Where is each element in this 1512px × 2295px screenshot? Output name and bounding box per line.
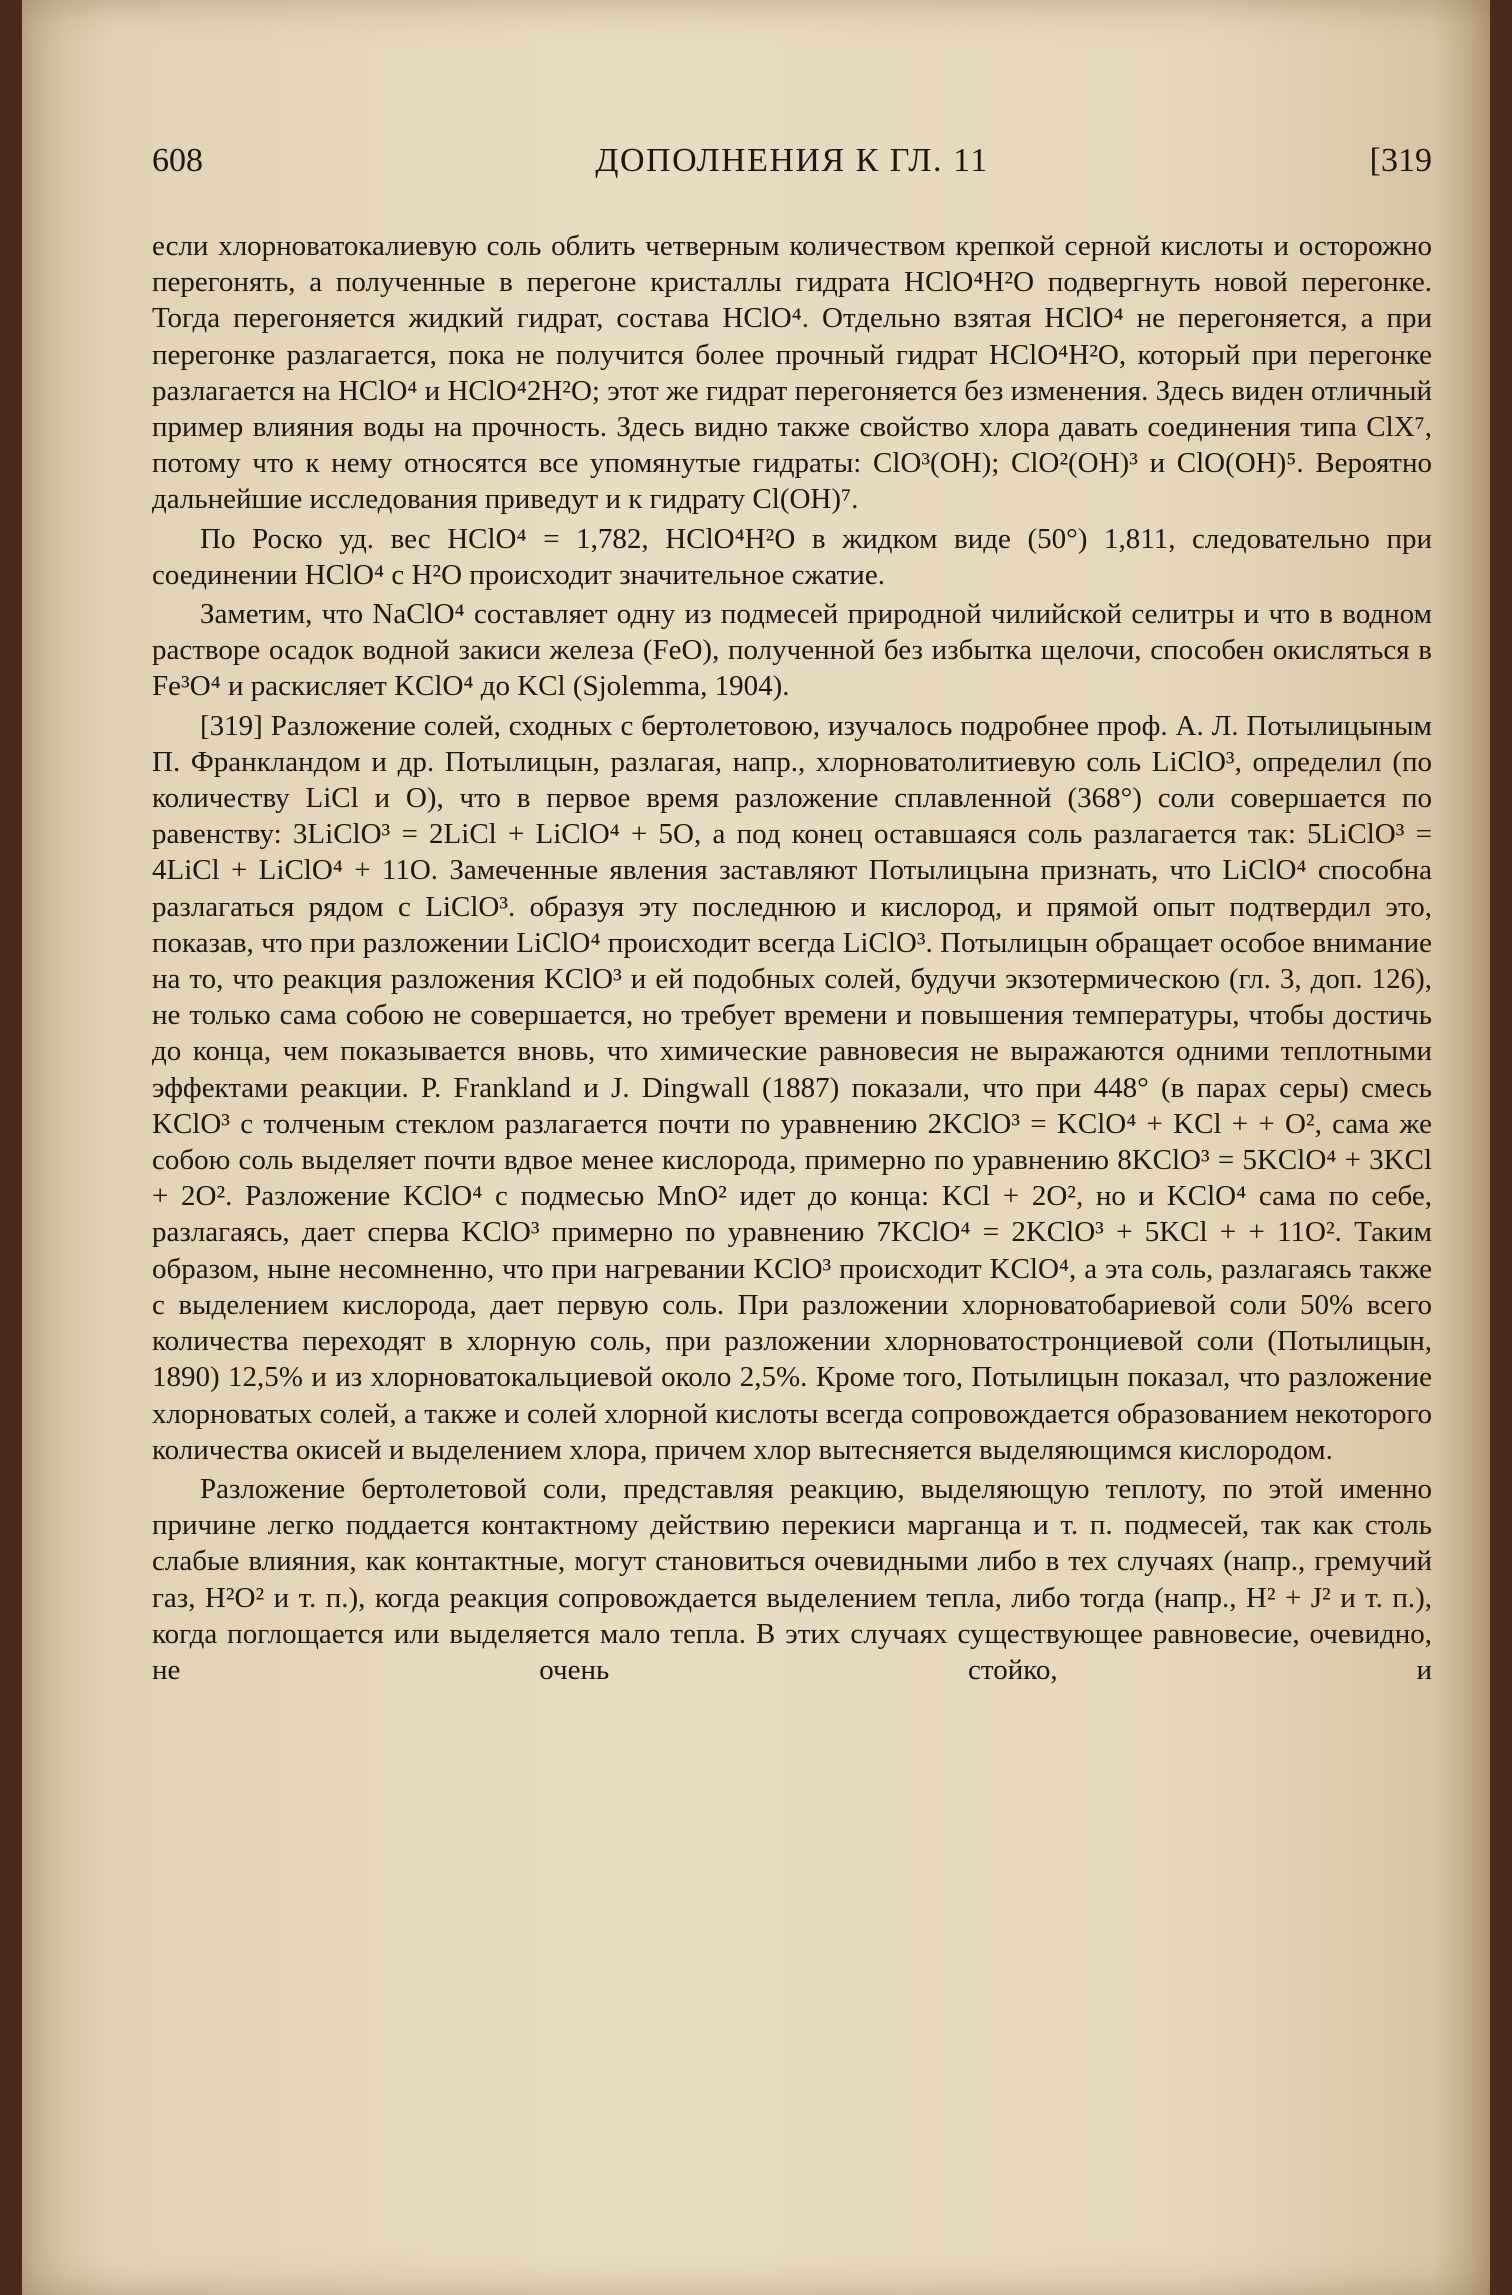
paragraph: Разложение бертолетовой соли, представляя реакцию, выделяющую теплоту, по этой именно причине легко поддается контактному действию перекиси марганца и т. п. подмесей, так как столь слабые влияния, как контактные, могут становиться очевидными либо в тех случаях (напр., гремучий газ, H²O² и т. п.), когда реакция сопровождается выделением тепла, либо тогда (напр., H² + J² и т. п.), когда поглощается или выделяется мало тепла. В этих случаях существующее равновесие, очевидно, не очень стойко, и xyxy=(152,1472,1432,1686)
running-title: ДОПОЛНЕНИЯ К ГЛ. 11 xyxy=(595,142,989,179)
page-body xyxy=(152,228,1432,1691)
book-page xyxy=(22,0,1490,2295)
section-reference: [319 xyxy=(1369,142,1432,179)
paragraph: [319] Разложение солей, сходных с бертолетовою, изучалось подробнее проф. А. Л. Потылицыным П. Франкландом и др. Потылицын, разлагая, напр., хлорноватолитиевую соль LiClO³, определил (по количеству LiCl и O), что в первое время разложение сплавленной (368°) соли совершается по равенству: 3LiClO³ = 2LiCl + LiClO⁴ + 5O, а под конец оставшаяся соль разлагается так: 5LiClO³ = 4LiCl + LiClO⁴ + 11O. Замеченные явления заставляют Потылицына признать, что LiClO⁴ способна разлагаться рядом с LiClO³. образуя эту последнюю и кислород, и прямой опыт подтвердил это, показав, что при разложении LiClO⁴ происходит всегда LiClO³. Потылицын обращает особое внимание на то, что реакция разложения KClO³ и ей подобных солей, будучи экзотермическою (гл. 3, доп. 126), не только сама собою не совершается, но требует времени и повышения температуры, чтобы достичь до конца, чем показывается вновь, что химические равновесия не выражаются одними теплотными эффектами реакции. P. Frankland и J. Dingwall (1887) показали, что при 448° (в парах серы) смесь KClO³ с толченым стеклом разлагается почти по уравнению 2KClO³ = KClO⁴ + KCl + + O², сама же собою соль выделяет почти вдвое менее кислорода, примерно по уравнению 8KClO³ = 5KClO⁴ + 3KCl + 2O². Разложение KClO⁴ с подмесью MnO² идет до конца: KCl + 2O², но и KClO⁴ сама по себе, разлагаясь, дает сперва KClO³ примерно по уравнению 7KClO⁴ = 2KClO³ + 5KCl + + 11O². Таким образом, ныне несомненно, что при нагревании KClO³ происходит KClO⁴, а эта соль, разлагаясь также с выделением кислорода, дает первую соль. При разложении хлорноватобариевой соли 50% всего количества переходят в хлорную соль, при разложении хлорноватостронциевой соли (Потылицын, 1890) 12,5% и из хлорноватокальциевой около 2,5%. Кроме того, Потылицын показал, что разложение хлорноватых солей, а также и солей хлорной кислоты всегда сопровождается образованием некоторого количества окисей и выделением хлора, причем хлор вытесняется выделяющимся кислородом. xyxy=(152,709,1432,1466)
page-header xyxy=(152,142,1432,192)
paragraph: По Роско уд. вес HClO⁴ = 1,782, HClO⁴H²O в жидком виде (50°) 1,811, следовательно при соединении HClO⁴ с H²O происходит значительное сжатие. xyxy=(152,522,1432,591)
paragraph: Заметим, что NaClO⁴ составляет одну из подмесей природной чилийской селитры и что в водном растворе осадок водной закиси железа (FeO), полученной без избытка щелочи, способен окисляться в Fe³O⁴ и раскисляет KClO⁴ до KCl (Sjolemma, 1904). xyxy=(152,598,1432,703)
paragraph: если хлорноватокалиевую соль облить четверным количеством крепкой серной кислоты и осторожно перегонять, а полученные в перегоне кристаллы гидрата HClO⁴H²O подвергнуть новой перегонке. Тогда перегоняется жидкий гидрат, состава HClO⁴. Отдельно взятая HClO⁴ не перегоняется, а при перегонке разлагается, пока не получится более прочный гидрат HClO⁴H²O, который при перегонке разлагается на HClO⁴ и HClO⁴2H²O; этот же гидрат перегоняется без изменения. Здесь виден отличный пример влияния воды на прочность. Здесь видно также свойство хлора давать соединения типа ClX⁷, потому что к нему относятся все упомянутые гидраты: ClO³(OH); ClO²(OH)³ и ClO(OH)⁵. Вероятно дальнейшие исследования приведут и к гидрату Cl(OH)⁷. xyxy=(152,230,1432,516)
page-number: 608 xyxy=(152,142,203,179)
